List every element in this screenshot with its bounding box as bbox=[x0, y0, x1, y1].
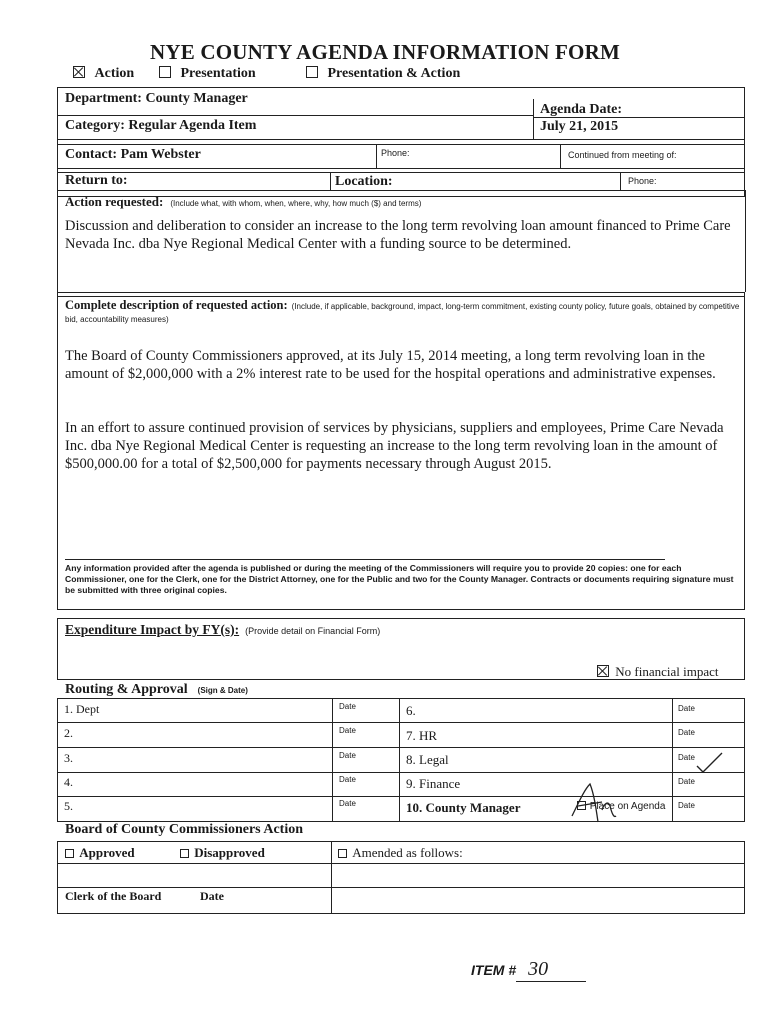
routing-row-3: 3. bbox=[64, 751, 73, 765]
routing-row-10: 10. County Manager bbox=[406, 800, 521, 815]
description-hint: (Include, if applicable, background, impact, long-term commitment, existing county policy, future goals, obtained by competitive bid, accountability measures) bbox=[65, 302, 740, 324]
routing-row-5: 5. bbox=[64, 799, 73, 813]
type-option-presentation-action[interactable] bbox=[306, 66, 460, 82]
routing-header bbox=[65, 680, 248, 698]
department-field: Department: County Manager bbox=[65, 91, 248, 106]
checkbox-icon bbox=[159, 66, 171, 78]
item-label: ITEM # bbox=[471, 962, 517, 978]
phone-label: Phone: bbox=[381, 148, 410, 158]
routing-row-8: 8. Legal bbox=[406, 752, 449, 767]
date-label: Date bbox=[678, 704, 695, 713]
routing-hint: (Sign & Date) bbox=[197, 686, 248, 695]
expenditure-header bbox=[65, 621, 380, 639]
location-label: Location: bbox=[335, 174, 393, 189]
routing-row-6: 6. bbox=[406, 703, 416, 718]
date-label: Date bbox=[678, 801, 695, 810]
action-requested-header bbox=[65, 193, 421, 211]
type-option-label: Presentation bbox=[180, 66, 256, 81]
type-option-presentation[interactable] bbox=[159, 66, 256, 82]
description-paragraph-1: The Board of County Commissioners approved, at its July 15, 2014 meeting, a long term revolving loan in the amount of $2,000,000 with a 2% interest rate to be used for the hospital operations and administrative expenses. bbox=[65, 348, 716, 382]
date-label: Date bbox=[678, 753, 695, 762]
checkbox-icon bbox=[65, 849, 74, 858]
checkbox-icon bbox=[180, 849, 189, 858]
contact-field: Contact: Pam Webster bbox=[65, 147, 201, 162]
routing-row-1: 1. Dept bbox=[64, 702, 100, 716]
checkbox-checked-icon bbox=[597, 665, 609, 677]
action-requested-hint: (Include what, with whom, when, where, why, how much ($) and terms) bbox=[170, 199, 422, 208]
no-financial-impact-label: No financial impact bbox=[615, 664, 719, 679]
date-label: Date bbox=[678, 728, 695, 737]
expenditure-hint: (Provide detail on Financial Form) bbox=[245, 626, 381, 636]
agenda-date-value: July 21, 2015 bbox=[540, 119, 619, 134]
routing-label: Routing & Approval bbox=[65, 682, 188, 697]
agenda-date-label: Agenda Date: bbox=[540, 102, 623, 117]
routing-row-2: 2. bbox=[64, 726, 73, 740]
form-title: NYE COUNTY AGENDA INFORMATION FORM bbox=[150, 40, 620, 64]
no-financial-impact[interactable] bbox=[597, 664, 719, 680]
routing-row-4: 4. bbox=[64, 775, 73, 789]
category-field: Category: Regular Agenda Item bbox=[65, 118, 257, 133]
type-option-action[interactable] bbox=[73, 66, 134, 82]
date-label: Date bbox=[339, 726, 356, 735]
item-number-value: 30 bbox=[516, 958, 586, 982]
approved-option[interactable] bbox=[65, 845, 135, 861]
copies-notice: Any information provided after the agenda is published or during the meeting of the Commissioners will require you to provide 20 copies: one for each Commissioner, one for the Clerk, one for the District Attorney, one for the Public and two for the County Manager. Contracts or documents requiring signature must be submitted with three original copies. bbox=[65, 563, 734, 595]
clerk-label: Clerk of the Board bbox=[65, 889, 162, 903]
description-label: Complete description of requested action: bbox=[65, 298, 288, 312]
description-header bbox=[65, 299, 740, 325]
checkbox-icon bbox=[306, 66, 318, 78]
date-label: Date bbox=[339, 751, 356, 760]
continued-label: Continued from meeting of: bbox=[568, 150, 677, 160]
date-label: Date bbox=[339, 799, 356, 808]
phone-label-2: Phone: bbox=[628, 176, 657, 186]
return-to-label: Return to: bbox=[65, 173, 128, 188]
date-label: Date bbox=[339, 775, 356, 784]
amended-option[interactable] bbox=[338, 845, 463, 861]
amended-label: Amended as follows: bbox=[352, 845, 463, 860]
disapproved-label: Disapproved bbox=[194, 845, 265, 860]
type-option-label: Presentation & Action bbox=[327, 66, 461, 81]
description-paragraph-2: In an effort to assure continued provision of services by physicians, suppliers and employees, Prime Care Nevada Inc. dba Nye Regional Medical Center is requesting an increase to the long term revolving loan in the amount of $500,000.00 for a total of $2,500,000 for payments necessary through August 2015. bbox=[65, 420, 724, 472]
legal-checkmark bbox=[695, 750, 725, 775]
checkbox-icon bbox=[338, 849, 347, 858]
date-label: Date bbox=[678, 777, 695, 786]
item-number bbox=[471, 958, 586, 982]
routing-row-9: 9. Finance bbox=[406, 776, 461, 791]
approved-label: Approved bbox=[79, 845, 135, 860]
place-on-agenda-label: Place on Agenda bbox=[589, 801, 666, 812]
routing-row-7: 7. HR bbox=[406, 728, 438, 743]
county-manager-signature bbox=[568, 780, 618, 826]
expenditure-label: Expenditure Impact by FY(s): bbox=[65, 622, 240, 637]
disapproved-option[interactable] bbox=[180, 845, 265, 861]
checkbox-checked-icon bbox=[73, 66, 85, 78]
board-action-label: Board of County Commissioners Action bbox=[65, 822, 304, 837]
action-requested-label: Action requested: bbox=[65, 194, 164, 209]
action-requested-text: Discussion and deliberation to consider an increase to the long term revolving loan amount financed to Prime Care Nevada Inc. dba Nye Regional Medical Center with a funding source to be determined. bbox=[65, 218, 731, 252]
clerk-date-label: Date bbox=[200, 889, 224, 903]
date-label: Date bbox=[339, 702, 356, 711]
type-option-label: Action bbox=[94, 66, 135, 81]
